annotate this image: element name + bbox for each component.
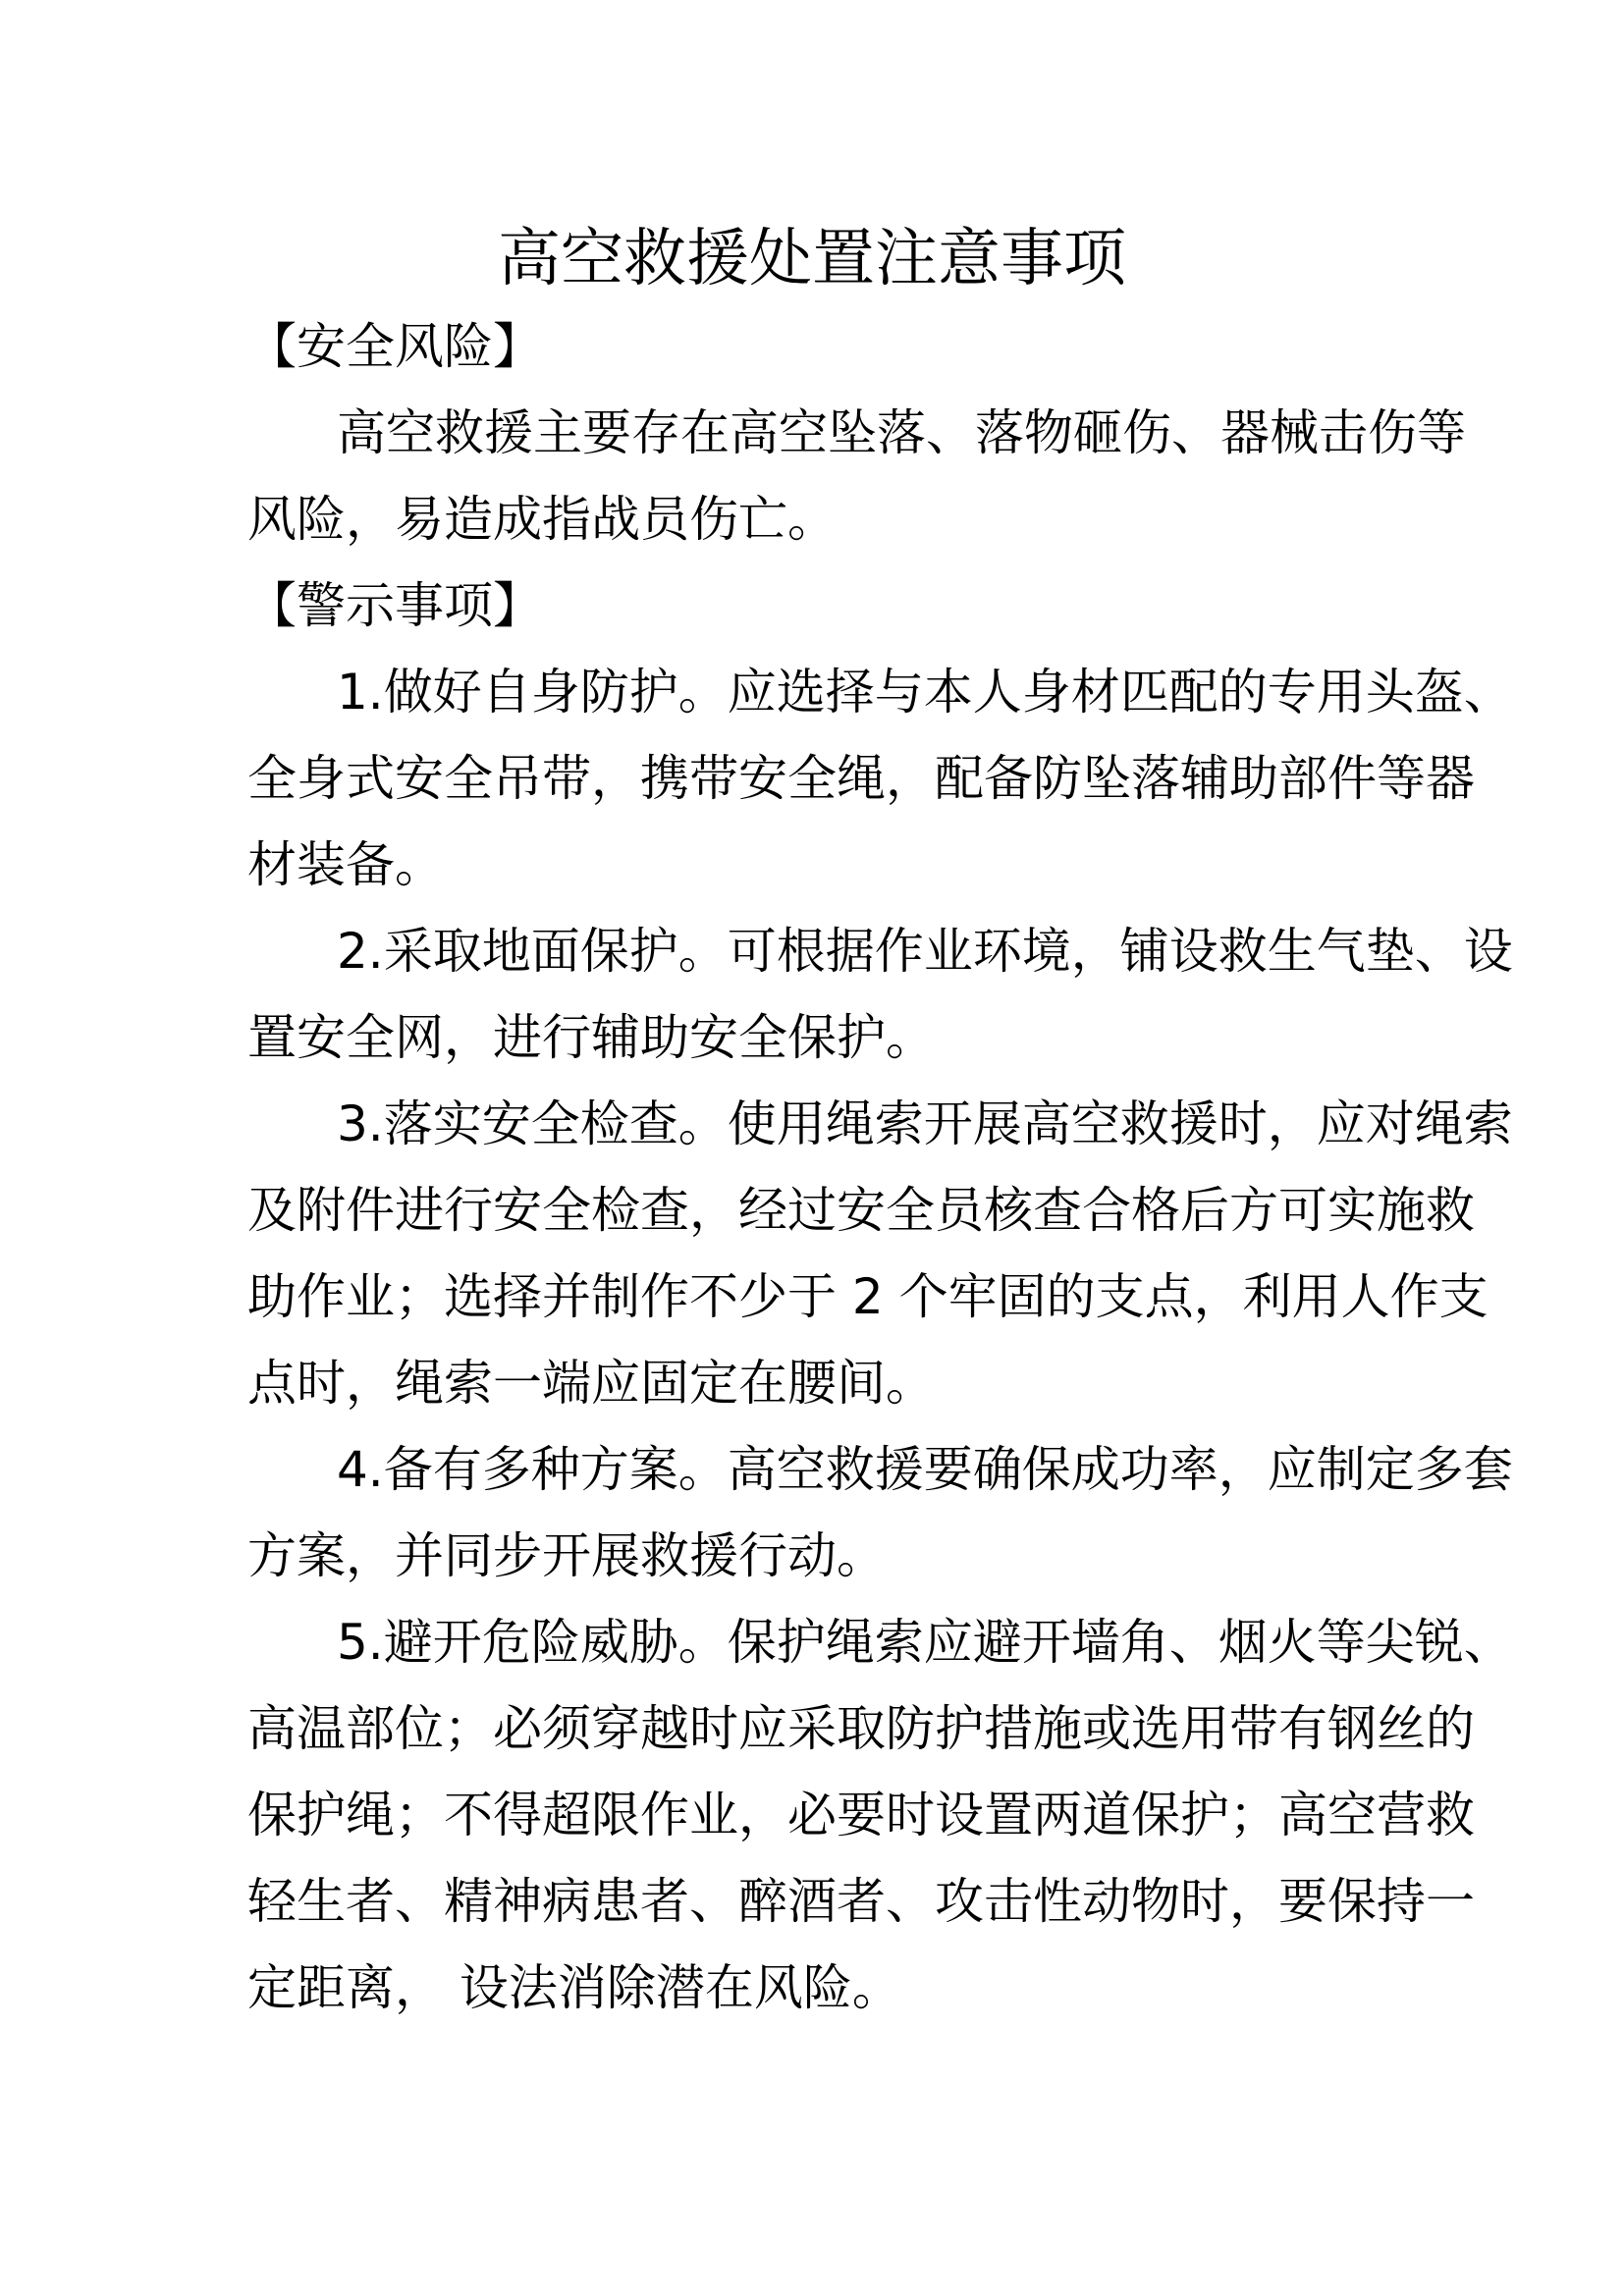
document-body bbox=[247, 303, 1513, 2031]
paragraph-line: 点时，绳索一端应固定在腰间。 bbox=[247, 1355, 935, 1412]
paragraph-line: 助作业；选择并制作不少于 2 个牢固的支点，利用人作支 bbox=[247, 1268, 1489, 1325]
paragraph-line: 风险，易造成指战员伤亡。 bbox=[247, 491, 837, 548]
paragraph-line: 及附件进行安全检查，经过安全员核查合格后方可实施救 bbox=[247, 1182, 1475, 1239]
section-heading: 【安全风险】 bbox=[247, 318, 542, 375]
paragraph-line: 置安全网，进行辅助安全保护。 bbox=[247, 1009, 935, 1066]
paragraph-line: 轻生者、精神病患者、醉酒者、攻击性动物时，要保持一 bbox=[247, 1873, 1475, 1930]
paragraph-line: 方案，并同步开展救援行动。 bbox=[247, 1527, 886, 1584]
section-heading: 【警示事项】 bbox=[247, 577, 542, 634]
paragraph-line: 3.落实安全检查。使用绳索开展高空救援时，应对绳索 bbox=[337, 1095, 1513, 1152]
paragraph-line: 5.避开危险威胁。保护绳索应避开墙角、烟火等尖锐、 bbox=[337, 1614, 1513, 1671]
paragraph-line: 高空救援主要存在高空坠落、落物砸伤、器械击伤等 bbox=[337, 404, 1466, 461]
paragraph-line: 材装备。 bbox=[247, 836, 444, 893]
paragraph-line: 定距离， 设法消除潜在风险。 bbox=[247, 1959, 901, 2016]
paragraph-line: 全身式安全吊带，携带安全绳，配备防坠落辅助部件等器 bbox=[247, 750, 1475, 807]
paragraph-line: 高温部位；必须穿越时应采取防护措施或选用带有钢丝的 bbox=[247, 1700, 1475, 1757]
paragraph-line: 1.做好自身防护。应选择与本人身材匹配的专用头盔、 bbox=[337, 664, 1513, 721]
paragraph-line: 4.备有多种方案。高空救援要确保成功率，应制定多套 bbox=[337, 1441, 1513, 1498]
paragraph-line: 2.采取地面保护。可根据作业环境，铺设救生气垫、设 bbox=[337, 923, 1513, 980]
paragraph-line: 保护绳；不得超限作业，必要时设置两道保护；高空营救 bbox=[247, 1787, 1475, 1843]
page-title: 高空救援处置注意事项 bbox=[498, 223, 1126, 295]
